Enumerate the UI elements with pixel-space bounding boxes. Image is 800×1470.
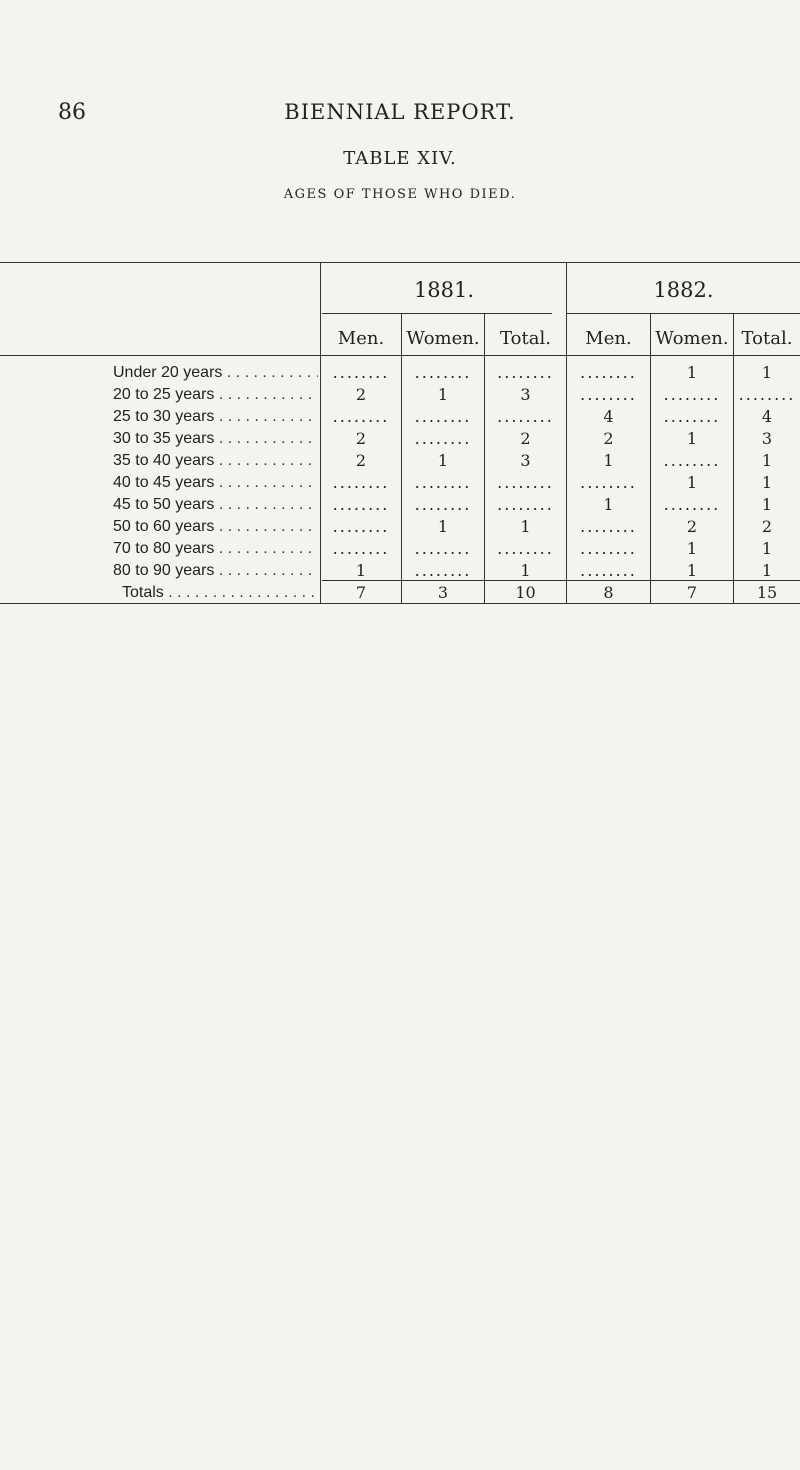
header-rule (0, 355, 800, 356)
value-cell: 2 (355, 385, 367, 404)
row-label: 20 to 25 years . . . (113, 384, 318, 406)
value-cell: 3 (520, 451, 531, 470)
empty-cell: ........ (497, 473, 554, 492)
empty-cell: ........ (497, 407, 554, 426)
empty-cell: ........ (580, 517, 637, 536)
value-cell: 2 (355, 451, 367, 470)
value-cell: 2 (355, 429, 367, 448)
empty-cell: ........ (663, 451, 721, 470)
total-cell: 15 (756, 583, 778, 602)
empty-cell: ........ (332, 517, 390, 536)
col-total-1882: Total. (741, 328, 793, 349)
table-row (0, 560, 800, 582)
empty-cell: ........ (580, 473, 637, 492)
year-1881-header: 1881. (413, 278, 475, 302)
empty-cell: ........ (414, 429, 472, 448)
value-cell: 1 (686, 363, 698, 382)
value-cell: 1 (686, 539, 698, 558)
empty-cell: ........ (497, 363, 554, 382)
value-cell: 2 (761, 517, 773, 536)
value-cell: 1 (437, 385, 449, 404)
total-cell: 7 (355, 583, 367, 602)
value-cell: 1 (520, 561, 531, 580)
value-cell: 1 (686, 429, 698, 448)
value-cell: 1 (761, 539, 773, 558)
empty-cell: ........ (414, 495, 472, 514)
value-cell: 1 (437, 517, 449, 536)
empty-cell: ........ (332, 407, 390, 426)
value-cell: 3 (761, 429, 773, 448)
value-cell: 4 (603, 407, 614, 426)
value-cell: 1 (355, 561, 367, 580)
table-subtitle: AGES OF THOSE WHO DIED. (283, 187, 517, 202)
col-total-1881: Total. (500, 328, 551, 349)
running-head: BIENNIAL REPORT. (284, 100, 516, 124)
col-women-1882: Women. (655, 328, 729, 349)
year-1882-header: 1882. (653, 278, 714, 302)
empty-cell: ........ (414, 539, 472, 558)
row-label: 30 to 35 years . . . (113, 428, 318, 450)
empty-cell: ........ (663, 407, 721, 426)
page-number: 86 (58, 100, 86, 125)
total-cell: 3 (437, 583, 449, 602)
empty-cell: ........ (332, 363, 390, 382)
empty-cell: ........ (414, 363, 472, 382)
empty-cell: ........ (414, 407, 472, 426)
col-men-1881: Men. (337, 328, 385, 349)
table-row (0, 494, 800, 516)
empty-cell: ........ (580, 539, 637, 558)
value-cell: 4 (761, 407, 773, 426)
empty-cell: ........ (663, 385, 721, 404)
value-cell: 1 (761, 473, 773, 492)
empty-cell: ........ (663, 495, 721, 514)
table-title: TABLE XIV. (343, 148, 457, 169)
table-row (0, 450, 800, 472)
row-label: 70 to 80 years . . . (113, 538, 318, 560)
total-cell: 7 (686, 583, 698, 602)
year-rule-1881 (322, 313, 552, 314)
table-row (0, 406, 800, 428)
totals-row (0, 582, 800, 604)
row-label: 25 to 30 years . . . (113, 406, 318, 428)
row-label: 80 to 90 years . . . (113, 560, 318, 582)
value-cell: 3 (520, 385, 531, 404)
table-row (0, 428, 800, 450)
ages-table (0, 208, 800, 602)
empty-cell: ........ (332, 473, 390, 492)
total-cell: 8 (603, 583, 614, 602)
empty-cell: ........ (497, 495, 554, 514)
value-cell: 1 (686, 561, 698, 580)
value-cell: 1 (437, 451, 449, 470)
empty-cell: ........ (738, 385, 796, 404)
row-label: 40 to 45 years . . . (113, 472, 318, 494)
table-row (0, 538, 800, 560)
value-cell: 2 (603, 429, 614, 448)
empty-cell: ........ (580, 363, 637, 382)
col-men-1882: Men. (585, 328, 632, 349)
value-cell: 1 (686, 473, 698, 492)
top-rule (0, 262, 800, 263)
row-label: 45 to 50 years . . . (113, 494, 318, 516)
value-cell: 1 (761, 451, 773, 470)
value-cell: 1 (520, 517, 531, 536)
empty-cell: ........ (580, 385, 637, 404)
empty-cell: ........ (497, 539, 554, 558)
table-row (0, 362, 800, 384)
value-cell: 2 (686, 517, 698, 536)
value-cell: 1 (603, 495, 614, 514)
empty-cell: ........ (414, 473, 472, 492)
row-label: 50 to 60 years . . . (113, 516, 318, 538)
row-label: Under 20 years . . . (113, 362, 318, 384)
total-cell: 10 (515, 583, 536, 602)
value-cell: 1 (761, 363, 773, 382)
table-row (0, 516, 800, 538)
value-cell: 1 (761, 561, 773, 580)
empty-cell: ........ (332, 495, 390, 514)
year-rule-1882 (567, 313, 800, 314)
col-women-1881: Women. (406, 328, 480, 349)
row-label: 35 to 40 years . . . (113, 450, 318, 472)
value-cell: 1 (603, 451, 614, 470)
empty-cell: ........ (332, 539, 390, 558)
totals-label: Totals . . . (122, 582, 318, 604)
table-row (0, 472, 800, 494)
empty-cell: ........ (580, 561, 637, 580)
value-cell: 1 (761, 495, 773, 514)
empty-cell: ........ (414, 561, 472, 580)
value-cell: 2 (520, 429, 531, 448)
table-row (0, 384, 800, 406)
